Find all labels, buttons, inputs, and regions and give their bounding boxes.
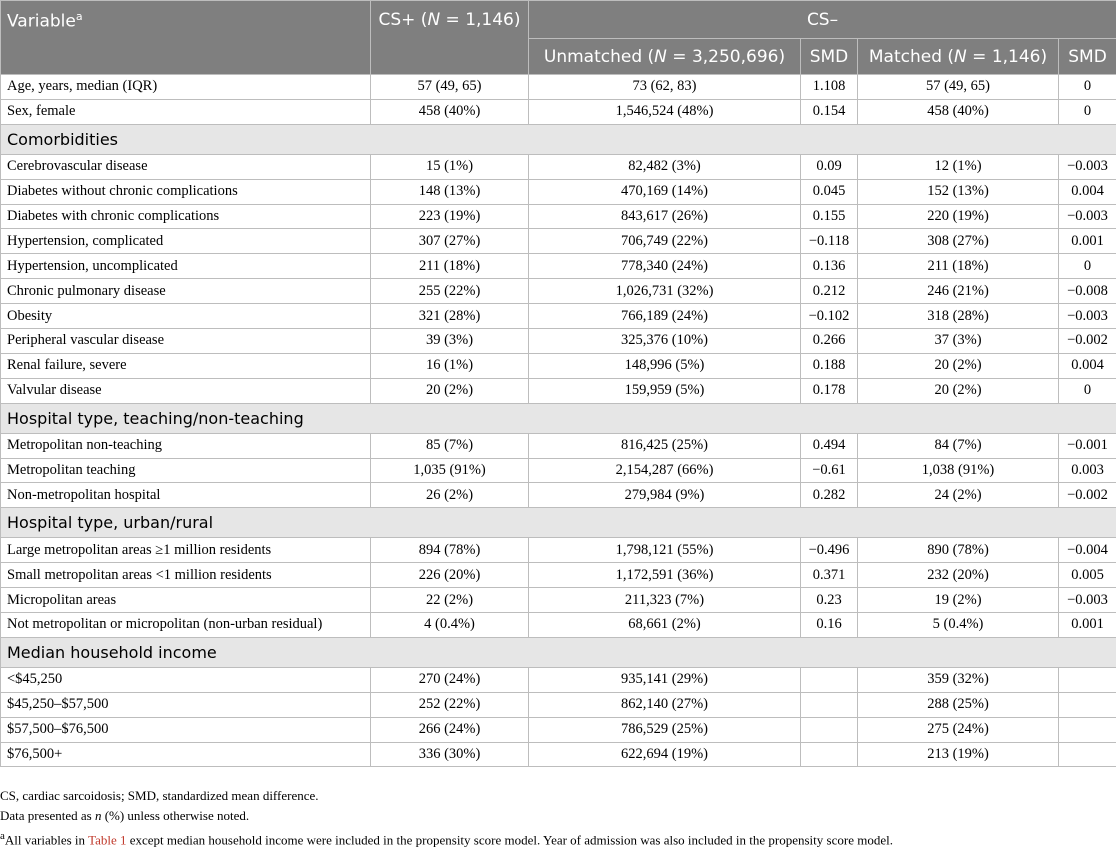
cell-label: Not metropolitan or micropolitan (non-urban residual): [1, 613, 371, 638]
cell-cs-plus: 223 (19%): [371, 204, 529, 229]
cell-smd-matched: 0: [1059, 254, 1116, 279]
header-cs-plus: CS+ (N = 1,146): [371, 1, 529, 75]
cell-unmatched: 766,189 (24%): [529, 304, 801, 329]
cell-smd-matched: −0.008: [1059, 279, 1116, 304]
cell-smd-unmatched: 0.371: [801, 563, 858, 588]
cell-cs-plus: 148 (13%): [371, 179, 529, 204]
cell-label: Large metropolitan areas ≥1 million residents: [1, 538, 371, 563]
cell-matched: 20 (2%): [858, 378, 1059, 403]
cell-cs-plus: 458 (40%): [371, 99, 529, 124]
cell-smd-matched: [1059, 742, 1116, 767]
cell-matched: 288 (25%): [858, 692, 1059, 717]
cell-smd-unmatched: 0.266: [801, 329, 858, 354]
cell-smd-matched: −0.003: [1059, 304, 1116, 329]
section-label: Comorbidities: [1, 124, 1116, 154]
cell-label: Hypertension, complicated: [1, 229, 371, 254]
cell-label: Metropolitan non-teaching: [1, 433, 371, 458]
cell-cs-plus: 39 (3%): [371, 329, 529, 354]
cell-smd-unmatched: 0.212: [801, 279, 858, 304]
cell-unmatched: 68,661 (2%): [529, 613, 801, 638]
cell-unmatched: 778,340 (24%): [529, 254, 801, 279]
cell-smd-unmatched: −0.61: [801, 458, 858, 483]
cell-matched: 359 (32%): [858, 667, 1059, 692]
cell-matched: 37 (3%): [858, 329, 1059, 354]
cell-label: Valvular disease: [1, 378, 371, 403]
cell-matched: 1,038 (91%): [858, 458, 1059, 483]
cell-cs-plus: 252 (22%): [371, 692, 529, 717]
cell-label: Small metropolitan areas <1 million residents: [1, 563, 371, 588]
cell-matched: 19 (2%): [858, 588, 1059, 613]
cell-smd-unmatched: 0.09: [801, 154, 858, 179]
table-row: [1, 229, 1116, 254]
table-row: [1, 483, 1116, 508]
table-row: [1, 154, 1116, 179]
cell-smd-matched: −0.003: [1059, 588, 1116, 613]
cell-cs-plus: 57 (49, 65): [371, 75, 529, 100]
cell-unmatched: 148,996 (5%): [529, 353, 801, 378]
cell-smd-matched: 0.005: [1059, 563, 1116, 588]
cell-smd-matched: −0.004: [1059, 538, 1116, 563]
table-footnotes: [0, 786, 893, 850]
cell-smd-unmatched: 0.23: [801, 588, 858, 613]
cell-cs-plus: 15 (1%): [371, 154, 529, 179]
cell-label: Peripheral vascular disease: [1, 329, 371, 354]
cell-unmatched: 211,323 (7%): [529, 588, 801, 613]
section-label: Hospital type, teaching/non-teaching: [1, 403, 1116, 433]
table-row: [1, 353, 1116, 378]
table-row: [1, 329, 1116, 354]
cell-matched: 220 (19%): [858, 204, 1059, 229]
cell-label: $57,500–$76,500: [1, 717, 371, 742]
cell-cs-plus: 22 (2%): [371, 588, 529, 613]
cell-label: Non-metropolitan hospital: [1, 483, 371, 508]
cell-matched: 232 (20%): [858, 563, 1059, 588]
cell-cs-plus: 20 (2%): [371, 378, 529, 403]
table-row: [1, 179, 1116, 204]
cell-cs-plus: 211 (18%): [371, 254, 529, 279]
cell-smd-unmatched: 0.155: [801, 204, 858, 229]
header-matched: Matched (N = 1,146): [858, 39, 1059, 75]
table-row: [1, 538, 1116, 563]
cell-smd-matched: −0.003: [1059, 154, 1116, 179]
section-label: Hospital type, urban/rural: [1, 508, 1116, 538]
cell-label: Diabetes without chronic complications: [1, 179, 371, 204]
cell-unmatched: 470,169 (14%): [529, 179, 801, 204]
cell-label: Renal failure, severe: [1, 353, 371, 378]
cell-unmatched: 786,529 (25%): [529, 717, 801, 742]
table-row: [1, 692, 1116, 717]
cell-label: $45,250–$57,500: [1, 692, 371, 717]
table-row: [1, 717, 1116, 742]
cell-cs-plus: 85 (7%): [371, 433, 529, 458]
header-row-1: [1, 1, 1116, 39]
section-header-row: [1, 508, 1116, 538]
cell-unmatched: 843,617 (26%): [529, 204, 801, 229]
cell-smd-unmatched: 0.188: [801, 353, 858, 378]
cell-smd-matched: 0.001: [1059, 613, 1116, 638]
cell-matched: 275 (24%): [858, 717, 1059, 742]
cell-matched: 318 (28%): [858, 304, 1059, 329]
cell-smd-matched: 0: [1059, 75, 1116, 100]
section-label: Median household income: [1, 637, 1116, 667]
table-body: [1, 75, 1116, 767]
table-row: [1, 667, 1116, 692]
table-row: [1, 742, 1116, 767]
table-row: [1, 588, 1116, 613]
footnote-abbreviations: CS, cardiac sarcoidosis; SMD, standardized mean difference.: [0, 786, 893, 806]
cell-unmatched: 2,154,287 (66%): [529, 458, 801, 483]
footnote-data-format: Data presented as n (%) unless otherwise noted.: [0, 806, 893, 826]
cell-matched: 458 (40%): [858, 99, 1059, 124]
section-header-row: [1, 637, 1116, 667]
header-unmatched: Unmatched (N = 3,250,696): [529, 39, 801, 75]
cell-smd-unmatched: [801, 667, 858, 692]
table-row: [1, 378, 1116, 403]
table-row: [1, 563, 1116, 588]
cell-unmatched: 1,026,731 (32%): [529, 279, 801, 304]
cell-smd-unmatched: 0.136: [801, 254, 858, 279]
cell-label: Cerebrovascular disease: [1, 154, 371, 179]
cell-smd-matched: 0.001: [1059, 229, 1116, 254]
cell-matched: 246 (21%): [858, 279, 1059, 304]
cell-matched: 5 (0.4%): [858, 613, 1059, 638]
header-variable: Variable$^a$: [1, 1, 371, 75]
cell-unmatched: 862,140 (27%): [529, 692, 801, 717]
table-row: [1, 75, 1116, 100]
cell-smd-unmatched: 0.494: [801, 433, 858, 458]
cell-label: Chronic pulmonary disease: [1, 279, 371, 304]
cell-matched: 890 (78%): [858, 538, 1059, 563]
table-row: [1, 254, 1116, 279]
cell-smd-matched: 0: [1059, 378, 1116, 403]
cell-smd-unmatched: 0.16: [801, 613, 858, 638]
cell-matched: 213 (19%): [858, 742, 1059, 767]
cell-label: Metropolitan teaching: [1, 458, 371, 483]
cell-smd-matched: [1059, 667, 1116, 692]
cell-unmatched: 935,141 (29%): [529, 667, 801, 692]
cell-unmatched: 706,749 (22%): [529, 229, 801, 254]
cell-smd-matched: 0.004: [1059, 179, 1116, 204]
cell-label: Age, years, median (IQR): [1, 75, 371, 100]
cell-smd-matched: −0.002: [1059, 483, 1116, 508]
cell-cs-plus: 4 (0.4%): [371, 613, 529, 638]
header-variable-sup: a: [76, 10, 83, 23]
table-row: [1, 204, 1116, 229]
cell-matched: 308 (27%): [858, 229, 1059, 254]
table-1-link[interactable]: Table 1: [88, 832, 126, 847]
header-smd-matched: SMD: [1059, 39, 1116, 75]
cell-label: Obesity: [1, 304, 371, 329]
cell-label: Sex, female: [1, 99, 371, 124]
cell-cs-plus: 336 (30%): [371, 742, 529, 767]
cell-smd-matched: −0.002: [1059, 329, 1116, 354]
cell-unmatched: 622,694 (19%): [529, 742, 801, 767]
cell-unmatched: 82,482 (3%): [529, 154, 801, 179]
cell-smd-matched: 0.004: [1059, 353, 1116, 378]
cell-unmatched: 325,376 (10%): [529, 329, 801, 354]
cell-smd-matched: 0: [1059, 99, 1116, 124]
cell-cs-plus: 1,035 (91%): [371, 458, 529, 483]
cell-cs-plus: 255 (22%): [371, 279, 529, 304]
header-smd-unmatched: SMD: [801, 39, 858, 75]
cell-smd-unmatched: −0.102: [801, 304, 858, 329]
cell-unmatched: 159,959 (5%): [529, 378, 801, 403]
cell-smd-unmatched: [801, 692, 858, 717]
section-header-row: [1, 403, 1116, 433]
cell-smd-matched: −0.003: [1059, 204, 1116, 229]
table-row: [1, 433, 1116, 458]
cell-smd-matched: [1059, 717, 1116, 742]
cell-smd-unmatched: [801, 742, 858, 767]
cell-matched: 84 (7%): [858, 433, 1059, 458]
cell-cs-plus: 26 (2%): [371, 483, 529, 508]
cell-cs-plus: 307 (27%): [371, 229, 529, 254]
cell-unmatched: 1,546,524 (48%): [529, 99, 801, 124]
cell-label: Diabetes with chronic complications: [1, 204, 371, 229]
footnote-a: $^a$All variables in Table 1 except median household income were included in the propensity score model. Year of admission was also included in the propensity score model.: [0, 826, 893, 850]
cell-label: $76,500+: [1, 742, 371, 767]
table-row: [1, 613, 1116, 638]
cell-cs-plus: 16 (1%): [371, 353, 529, 378]
cell-unmatched: 816,425 (25%): [529, 433, 801, 458]
cell-matched: 20 (2%): [858, 353, 1059, 378]
cell-matched: 57 (49, 65): [858, 75, 1059, 100]
cell-label: <$45,250: [1, 667, 371, 692]
cell-matched: 24 (2%): [858, 483, 1059, 508]
cell-unmatched: 279,984 (9%): [529, 483, 801, 508]
cell-smd-matched: −0.001: [1059, 433, 1116, 458]
cell-smd-unmatched: 0.045: [801, 179, 858, 204]
cell-unmatched: 1,798,121 (55%): [529, 538, 801, 563]
table-row: [1, 99, 1116, 124]
cell-cs-plus: 321 (28%): [371, 304, 529, 329]
cell-smd-unmatched: 0.178: [801, 378, 858, 403]
cell-cs-plus: 226 (20%): [371, 563, 529, 588]
cell-cs-plus: 270 (24%): [371, 667, 529, 692]
cell-label: Hypertension, uncomplicated: [1, 254, 371, 279]
cell-unmatched: 1,172,591 (36%): [529, 563, 801, 588]
cell-label: Micropolitan areas: [1, 588, 371, 613]
table-row: [1, 304, 1116, 329]
cell-smd-unmatched: −0.118: [801, 229, 858, 254]
cell-cs-plus: 266 (24%): [371, 717, 529, 742]
cell-smd-unmatched: 0.282: [801, 483, 858, 508]
cell-smd-unmatched: −0.496: [801, 538, 858, 563]
cell-smd-unmatched: 0.154: [801, 99, 858, 124]
cell-matched: 12 (1%): [858, 154, 1059, 179]
cell-unmatched: 73 (62, 83): [529, 75, 801, 100]
header-cs-minus: CS–: [529, 1, 1116, 39]
cell-smd-matched: 0.003: [1059, 458, 1116, 483]
cell-matched: 211 (18%): [858, 254, 1059, 279]
cell-matched: 152 (13%): [858, 179, 1059, 204]
cell-cs-plus: 894 (78%): [371, 538, 529, 563]
cell-smd-matched: [1059, 692, 1116, 717]
table-row: [1, 458, 1116, 483]
cell-smd-unmatched: [801, 717, 858, 742]
cell-smd-unmatched: 1.108: [801, 75, 858, 100]
table-row: [1, 279, 1116, 304]
section-header-row: [1, 124, 1116, 154]
